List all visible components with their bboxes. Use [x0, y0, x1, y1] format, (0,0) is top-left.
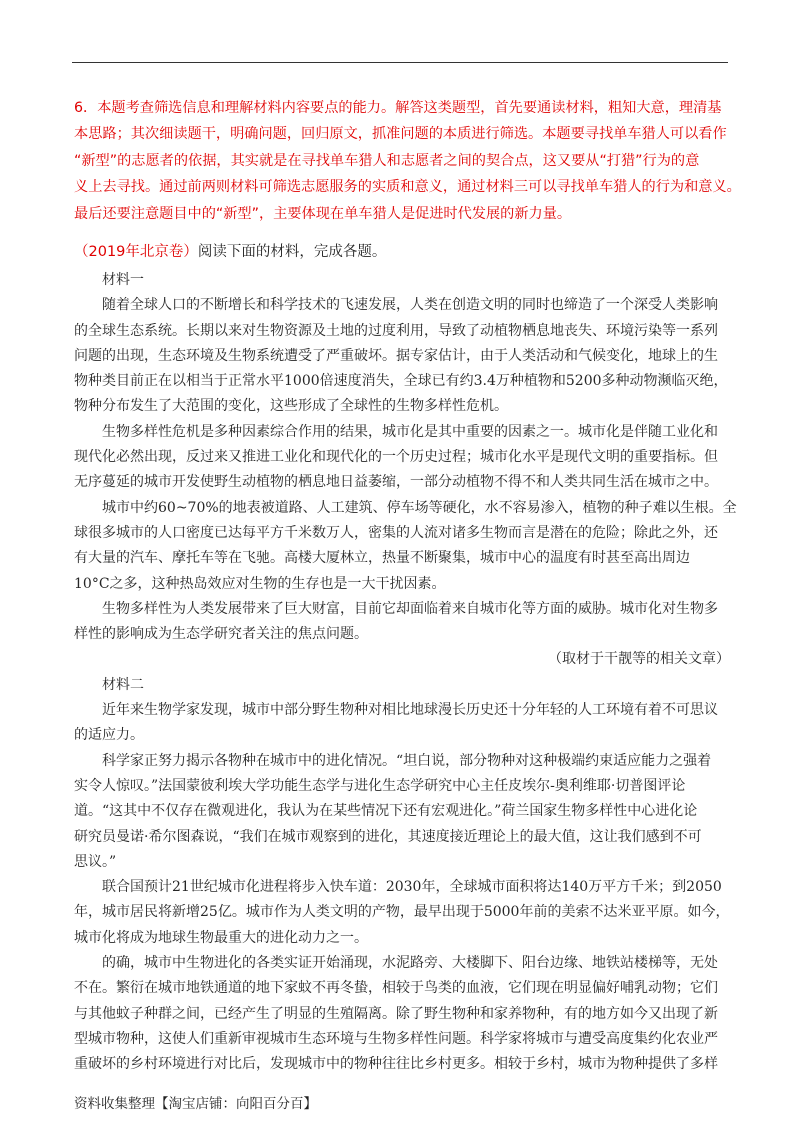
question-prompt: 阅读下面的材料，完成各题。: [197, 244, 387, 260]
material-line: 物种分布发生了大范围的变化，这些形成了全球性的生物多样性危机。: [74, 398, 508, 415]
material-line: 生物多样性为人类发展带来了巨大财富，目前它却面临着来自城市化等方面的威胁。城市化对生物多: [102, 600, 718, 617]
material-line: 生物多样性危机是多种因素综合作用的结果，城市化是其中重要的因素之一。城市化是伴随工业化和: [102, 423, 718, 440]
material-line: 无序蔓延的城市开发使野生动植物的栖息地日益萎缩，一部分动植物不得不和人类共同生活在城市之中。: [74, 474, 718, 491]
material-line: 10°C之多，这种热岛效应对生物的生存也是一大干扰因素。: [74, 575, 446, 592]
material-line: 球很多城市的人口密度已达每平方千米数万人，密集的人流对诸多生物而言是潜在的危险；除此之外，还: [74, 524, 718, 541]
answer-explanation: [74, 95, 741, 227]
material-heading: 材料一: [102, 272, 144, 288]
footer-note: 资料收集整理【淘宝店铺：向阳百分百】: [74, 1096, 317, 1112]
answer-line: 6．本题考查筛选信息和理解材料内容要点的能力。解答这类题型，首先要通读材料，粗知大意，理清基: [74, 100, 722, 116]
material-heading: 材料二: [102, 676, 144, 693]
answer-line: 最后还要注意题目中的“新型”，主要体现在单车猎人是促进时代发展的新力量。: [74, 205, 572, 222]
material-line: 重破坏的乡村环境进行对比后，发现城市中的物种往往比乡村更多。相较于乡村，城市为物种提供了多样: [74, 1056, 718, 1073]
material-line: 物种类目前正在以相当于正常水平1000倍速度消失，全球已有约3.4万种植物和5200多种动物濒临灭绝，: [74, 373, 728, 390]
material-line: 有大量的汽车、摩托车等在飞驰。高楼大厦林立，热量不断聚集，城市中心的温度有时甚至高出周边: [74, 550, 690, 567]
material-line: 现代化必然出现，反过来又推进工业化和现代化的一个历史过程；城市化水平是现代文明的重要指标。但: [74, 449, 718, 466]
material-source-note: （取材于干靓等的相关文章）: [548, 651, 730, 668]
material-line: 型城市物种，这使人们重新审视城市生态环境与生物多样性问题。科学家将城市与遭受高度集约化农业严: [74, 1030, 718, 1047]
answer-line: “新型”的志愿者的依据，其实就是在寻找单车猎人和志愿者之间的契合点，这又要从“打猎”行为的意: [74, 152, 700, 169]
header-rule: [72, 62, 728, 63]
material-line: 联合国预计21世纪城市化进程将步入快车道：2030年，全球城市面积将达140万平方千米；到2050: [102, 879, 722, 896]
question-header: [74, 240, 730, 264]
material-line: 随着全球人口的不断增长和科学技术的飞速发展，人类在创造文明的同时也缔造了一个深受人类影响: [102, 297, 718, 314]
material-line: 研究员曼诺·希尔图森说，“我们在城市观察到的进化，其速度接近理论上的最大值，这让我们感到不可: [74, 828, 702, 845]
material-line: 思议。”: [74, 853, 117, 870]
question-source: （2019年北京卷）: [74, 244, 198, 260]
material-line: 科学家正努力揭示各物种在城市中的进化情况。“坦白说，部分物种对这种极端约束适应能力之强着: [102, 752, 712, 769]
material-line: 城市化将成为地球生物最重大的进化动力之一。: [74, 929, 368, 946]
material-line: 道。“这其中不仅存在微观进化，我认为在某些情况下还有宏观进化。”荷兰国家生物多样性中心进化论: [74, 803, 698, 820]
answer-line: 义上去寻找。通过前两则材料可筛选志愿服务的实质和意义，通过材料三可以寻找单车猎人的行为和意义。: [74, 179, 741, 196]
material-line: 的全球生态系统。长期以来对生物资源及土地的过度利用，导致了动植物栖息地丧失、环境污染等一系列: [74, 322, 718, 339]
material-line: 与其他蚊子种群之间，已经产生了明显的生殖隔离。除了野生物种和家养物种，有的地方如今又出现了新: [74, 1005, 718, 1022]
material-line: 样性的影响成为生态学研究者关注的焦点问题。: [74, 626, 368, 643]
answer-line: 本思路；其次细读题干，明确问题，回归原文，抓准问题的本质进行筛选。本题要寻找单车猎人可以看作: [74, 126, 727, 143]
material-line: 年，城市居民将新增25亿。城市作为人类文明的产物，最早出现于5000年前的美索不达米亚平原。如今，: [74, 904, 730, 921]
material-line: 城市中约60~70%的地表被道路、人工建筑、停车场等硬化，水不容易渗入，植物的种子难以生根。全: [102, 499, 737, 516]
material-line: 的适应力。: [74, 727, 144, 744]
material-line: 不在。繁衍在城市地铁通道的地下家蚊不再冬蛰，相较于鸟类的血液，它们现在明显偏好哺乳动物；它们: [74, 980, 718, 997]
material-line: 近年来生物学家发现，城市中部分野生物种对相比地球漫长历史还十分年轻的人工环境有着不可思议: [102, 702, 718, 719]
material-line: 的确，城市中生物进化的各类实证开始涌现，水泥路旁、大楼脚下、阳台边缘、地铁站楼梯等，无处: [102, 955, 718, 972]
reading-materials: [74, 268, 737, 1078]
material-line: 问题的出现，生态环境及生物系统遭受了严重破坏。据专家估计，由于人类活动和气候变化，地球上的生: [74, 347, 718, 364]
material-line: 实令人惊叹。”法国蒙彼利埃大学功能生态学与进化生态学研究中心主任皮埃尔-奥利维耶·切普图评论: [74, 777, 686, 794]
